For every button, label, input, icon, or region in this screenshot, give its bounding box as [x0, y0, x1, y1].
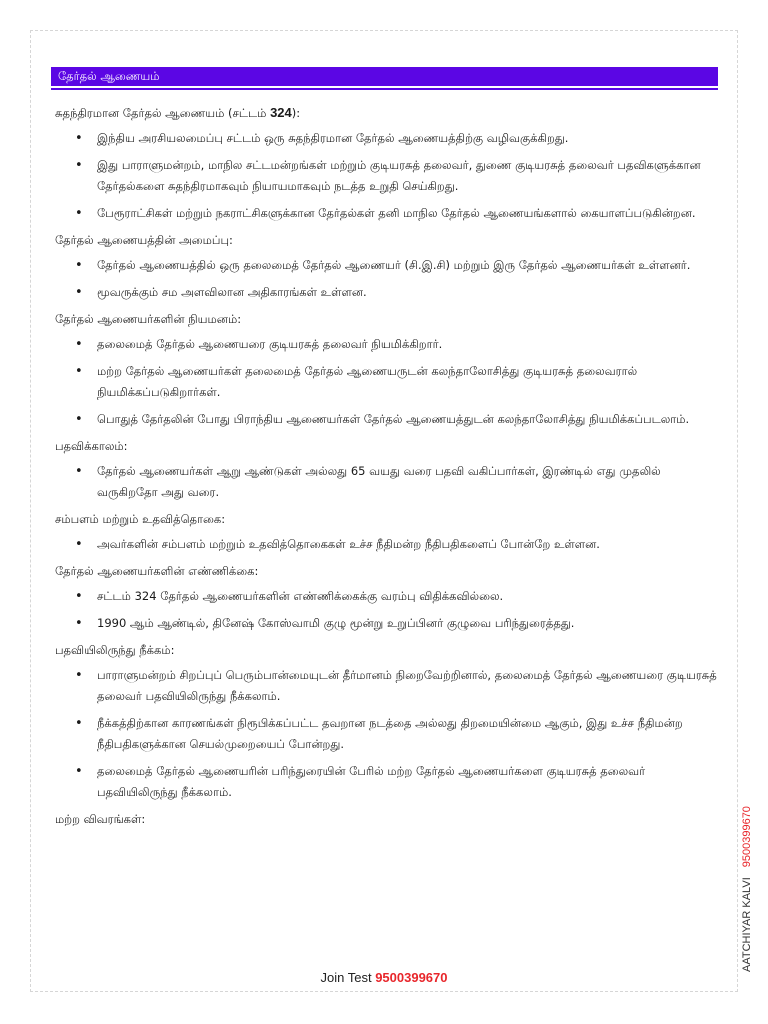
bullet-list	[55, 586, 720, 634]
section-heading: மற்ற விவரங்கள்:	[55, 812, 146, 826]
list-item: • இந்திய அரசியலமைப்பு சட்டம் ஒரு சுதந்திரமான தேர்தல் ஆணையத்திற்கு வழிவகுக்கிறது.	[55, 128, 720, 149]
list-item: • தேர்தல் ஆணையத்தில் ஒரு தலைமைத் தேர்தல் ஆணையர் (சி.இ.சி) மற்றும் இரு தேர்தல் ஆணையர்கள் உள்ளனர்.	[55, 255, 720, 276]
section-heading: சுதந்திரமான தேர்தல் ஆணையம் (சட்டம் 324):	[55, 105, 301, 120]
section-heading: பதவியிலிருந்து நீக்கம்:	[55, 643, 175, 657]
list-item: • பொதுத் தேர்தலின் போது பிராந்திய ஆணையர்கள் தேர்தல் ஆணையத்துடன் கலந்தாலோசித்து நியமிக்கப்படலாம்.	[55, 409, 720, 430]
list-item: • தேர்தல் ஆணையர்கள் ஆறு ஆண்டுகள் அல்லது 65 வயது வரை பதவி வகிப்பார்கள், இரண்டில் எது முதலில் வருகிறதோ அது வரை.	[55, 461, 720, 503]
section-banner	[51, 67, 718, 86]
bullet-list	[55, 665, 720, 803]
list-item: • பேரூராட்சிகள் மற்றும் நகராட்சிகளுக்கான தேர்தல்கள் தனி மாநில தேர்தல் ஆணையங்களால் கையாளப்படுகின்றன.	[55, 203, 720, 224]
footer	[0, 970, 768, 985]
list-item: • பாராளுமன்றம் சிறப்புப் பெரும்பான்மையுடன் தீர்மானம் நிறைவேற்றினால், தலைமைத் தேர்தல் ஆணையரை குடியரசுத் தலைவர் பதவியிலிருந்து நீக்கலாம்.	[55, 665, 720, 707]
credit-name: AATCHIYAR KALVI	[741, 877, 753, 972]
banner-title: தேர்தல் ஆணையம்	[58, 69, 160, 83]
section-heading: தேர்தல் ஆணையர்களின் நியமனம்:	[55, 312, 242, 326]
list-item: • 1990 ஆம் ஆண்டில், தினேஷ் கோஸ்வாமி குழு மூன்று உறுப்பினர் குழுவை பரிந்துரைத்தது.	[55, 613, 720, 634]
list-item: • நீக்கத்திற்கான காரணங்கள் நிரூபிக்கப்பட்ட தவறான நடத்தை அல்லது திறமையின்மை ஆகும், இது உச்ச நீதிமன்ற நீதிபதிகளுக்கான செயல்முறையைப் போன்றது.	[55, 713, 720, 755]
list-item: • இது பாராளுமன்றம், மாநில சட்டமன்றங்கள் மற்றும் குடியரசுத் தலைவர், துணை குடியரசுத் தலைவர் பதவிகளுக்கான தேர்தல்களை சுதந்திரமாகவும் நியாயமாகவும் நடத்த உறுதி செய்கிறது.	[55, 155, 720, 197]
list-item: • மற்ற தேர்தல் ஆணையர்கள் தலைமைத் தேர்தல் ஆணையருடன் கலந்தாலோசித்து குடியரசுத் தலைவரால் நியமிக்கப்படுகிறார்கள்.	[55, 361, 720, 403]
footer-label: Join Test	[320, 970, 372, 985]
document-body	[55, 102, 720, 834]
section-heading: சம்பளம் மற்றும் உதவித்தொகை:	[55, 512, 226, 526]
bullet-list	[55, 128, 720, 224]
bullet-list	[55, 334, 720, 430]
article-number: 324	[270, 105, 292, 120]
list-item: • சட்டம் 324 தேர்தல் ஆணையர்களின் எண்ணிக்கைக்கு வரம்பு விதிக்கவில்லை.	[55, 586, 720, 607]
list-item: • தலைமைத் தேர்தல் ஆணையரை குடியரசுத் தலைவர் நியமிக்கிறார்.	[55, 334, 720, 355]
section-heading: தேர்தல் ஆணையத்தின் அமைப்பு:	[55, 233, 233, 247]
list-item: • மூவருக்கும் சம அளவிலான அதிகாரங்கள் உள்ளன.	[55, 282, 720, 303]
bullet-list	[55, 255, 720, 303]
list-item: • அவர்களின் சம்பளம் மற்றும் உதவித்தொகைகள் உச்ச நீதிமன்ற நீதிபதிகளைப் போன்றே உள்ளன.	[55, 534, 720, 555]
side-credit	[741, 806, 753, 972]
banner-underline	[51, 88, 718, 90]
bullet-list	[55, 461, 720, 503]
section-heading: பதவிக்காலம்:	[55, 439, 128, 453]
section-heading: தேர்தல் ஆணையர்களின் எண்ணிக்கை:	[55, 564, 259, 578]
footer-phone: 9500399670	[375, 970, 448, 985]
credit-phone: 9500399670	[741, 806, 753, 868]
list-item: • தலைமைத் தேர்தல் ஆணையரின் பரிந்துரையின் பேரில் மற்ற தேர்தல் ஆணையர்களை குடியரசுத் தலைவர் பதவியிலிருந்து நீக்கலாம்.	[55, 761, 720, 803]
bullet-list	[55, 534, 720, 555]
